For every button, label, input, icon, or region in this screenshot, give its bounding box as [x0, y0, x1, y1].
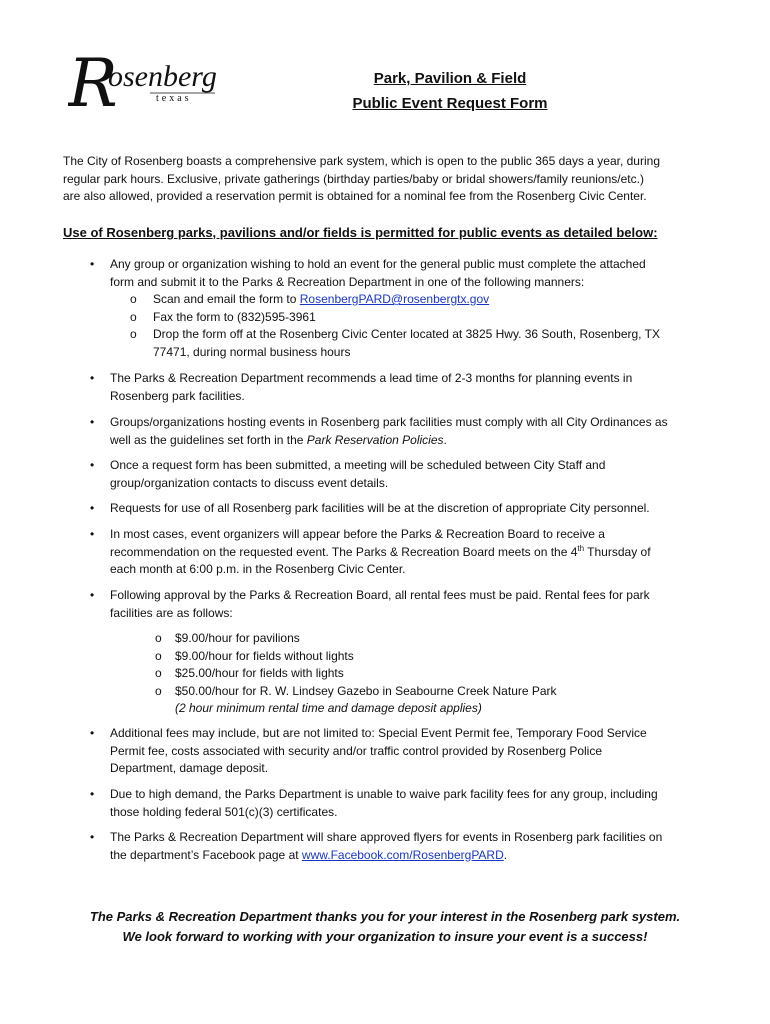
logo-letter: R: [68, 48, 118, 122]
bullet-line: Additional fees may include, but are not limited to: Special Event Permit fee, Temporary Food Service: [110, 726, 647, 740]
closing-line-2: We look forward to working with your organization to insure your event is a success!: [122, 929, 648, 944]
bullet-line: Groups/organizations hosting events in Rosenberg park facilities must comply with all City Ordinances as: [110, 415, 668, 429]
bullet-icon: •: [90, 527, 95, 541]
bullet-text: the department’s Facebook page at: [110, 847, 302, 862]
bullet-line: In most cases, event organizers will appear before the Parks & Recreation Board to receive a: [110, 527, 605, 541]
bullet-line: Department, damage deposit.: [110, 761, 269, 775]
sub-bullet-icon: o: [155, 666, 162, 680]
intro-line: regular park hours. Exclusive, private gatherings (birthday parties/baby or bridal showers/family reunions/etc.): [63, 171, 644, 186]
bullet-text: Thursday of: [584, 544, 651, 559]
fee-text: $50.00/hour for R. W. Lindsey Gazebo in Seabourne Creek Nature Park: [175, 683, 557, 698]
bullet-icon: •: [90, 830, 95, 844]
rosenberg-logo: [68, 48, 228, 130]
bullet-icon: •: [90, 371, 95, 385]
section-heading: Use of Rosenberg parks, pavilions and/or fields is permitted for public events as detailed below:: [63, 225, 658, 240]
email-link[interactable]: RosenbergPARD@rosenbergtx.gov: [299, 292, 490, 306]
fee-item: [110, 665, 710, 683]
bullet-line: Requests for use of all Rosenberg park facilities will be at the discretion of appropriate City personnel.: [110, 501, 650, 515]
bullet-flyers: [90, 829, 710, 864]
bullet-ordinances: [90, 414, 710, 449]
bullet-text: .: [503, 847, 508, 862]
sub-item-text: 77471, during normal business hours: [153, 344, 351, 359]
ordinal-suffix: th: [577, 543, 585, 553]
bullet-line: form and submit it to the Parks & Recreation Department in one of the following manners:: [110, 274, 585, 289]
bullet-line: Rosenberg park facilities.: [110, 388, 245, 403]
bullet-line: [110, 847, 710, 865]
page-title: [300, 66, 600, 116]
intro-line: The City of Rosenberg boasts a comprehensive park system, which is open to the public 365 days a year, during: [63, 154, 660, 168]
sub-item-dropoff: [110, 326, 710, 361]
bullet-icon: •: [90, 458, 95, 472]
bullet-line: those holding federal 501(c)(3) certificates.: [110, 804, 338, 819]
bullet-text: well as the guidelines set forth in the: [110, 432, 307, 447]
bullet-line: group/organization contacts to discuss event details.: [110, 475, 389, 490]
sub-bullet-icon: o: [155, 648, 162, 663]
fee-text: $25.00/hour for fields with lights: [175, 666, 344, 680]
bullet-lead-time: [90, 370, 710, 405]
closing-statement: [40, 907, 730, 947]
intro-line: are also allowed, provided a reservation permit is obtained for a nominal fee from the Rosenberg Civic Center.: [63, 189, 647, 203]
fee-text: $9.00/hour for fields without lights: [175, 648, 354, 663]
bullet-line: facilities are as follows:: [110, 605, 233, 620]
title-line-1: Park, Pavilion & Field: [373, 70, 527, 87]
bullet-icon: •: [90, 501, 95, 515]
bullet-icon: •: [90, 257, 95, 271]
sub-bullet-icon: o: [130, 309, 137, 324]
sub-bullet-icon: o: [130, 327, 137, 341]
bullet-line: Due to high demand, the Parks Department is unable to waive park facility fees for any group, including: [110, 787, 658, 801]
bullet-line: The Parks & Recreation Department will share approved flyers for events in Rosenberg park facilities on: [110, 830, 663, 844]
sub-bullet-icon: o: [155, 683, 162, 698]
bullet-additional-fees: [90, 725, 710, 778]
bullet-text: .: [443, 432, 447, 447]
sub-item-fax: [110, 309, 710, 327]
policy-title: Park Reservation Policies: [306, 432, 444, 447]
sub-bullet-icon: o: [130, 292, 137, 306]
bullet-line: Permit fee, costs associated with security and/or traffic control provided by Rosenberg Police: [110, 743, 603, 758]
bullet-fees: [90, 587, 710, 718]
bullet-line: [110, 544, 710, 562]
bullet-line: Any group or organization wishing to hold an event for the general public must complete the attached: [110, 257, 646, 271]
sub-bullet-icon: o: [155, 631, 162, 645]
bullet-submission: [90, 256, 710, 361]
logo-word: osenberg: [108, 60, 217, 93]
rosenberg-logo-icon: [68, 48, 228, 130]
fee-note-text: (2 hour minimum rental time and damage deposit applies): [175, 701, 482, 715]
bullet-discretion: [90, 500, 710, 518]
fee-text: $9.00/hour for pavilions: [175, 631, 300, 645]
bullet-line: each month at 6:00 p.m. in the Rosenberg Civic Center.: [110, 562, 406, 576]
sub-item-text: Drop the form off at the Rosenberg Civic Center located at 3825 Hwy. 36 South, Rosenberg, TX: [153, 327, 660, 341]
closing-line-1: The Parks & Recreation Department thanks you for your interest in the Rosenberg park system.: [89, 909, 681, 924]
facebook-link[interactable]: www.Facebook.com/RosenbergPARD: [301, 847, 504, 862]
title-line-2: Public Event Request Form: [352, 95, 548, 112]
logo-sub: texas: [156, 93, 192, 104]
bullet-line: Following approval by the Parks & Recreation Board, all rental fees must be paid. Rental fees for park: [110, 588, 650, 602]
bullet-text: recommendation on the requested event. The Parks & Recreation Board meets on the 4: [110, 544, 578, 559]
bullet-board: [90, 526, 710, 579]
fee-note: [110, 700, 710, 718]
bullet-no-waive: [90, 786, 710, 821]
bullet-icon: •: [90, 415, 95, 429]
fee-item: [110, 648, 710, 666]
bullet-line: The Parks & Recreation Department recommends a lead time of 2-3 months for planning events in: [110, 371, 633, 385]
fee-item: [110, 683, 710, 701]
sub-item-email: [110, 291, 710, 309]
sub-item-text: Fax the form to (832)595-3961: [153, 309, 316, 324]
fee-item: [110, 630, 710, 648]
bullet-line: Once a request form has been submitted, a meeting will be scheduled between City Staff and: [110, 458, 606, 472]
sub-item-text: Scan and email the form to: [153, 292, 300, 306]
bullet-icon: •: [90, 588, 95, 602]
bullet-icon: •: [90, 726, 95, 740]
bullet-meeting: [90, 457, 710, 492]
bullet-icon: •: [90, 787, 95, 801]
intro-paragraph: [63, 153, 703, 206]
bullet-line: [110, 432, 710, 450]
